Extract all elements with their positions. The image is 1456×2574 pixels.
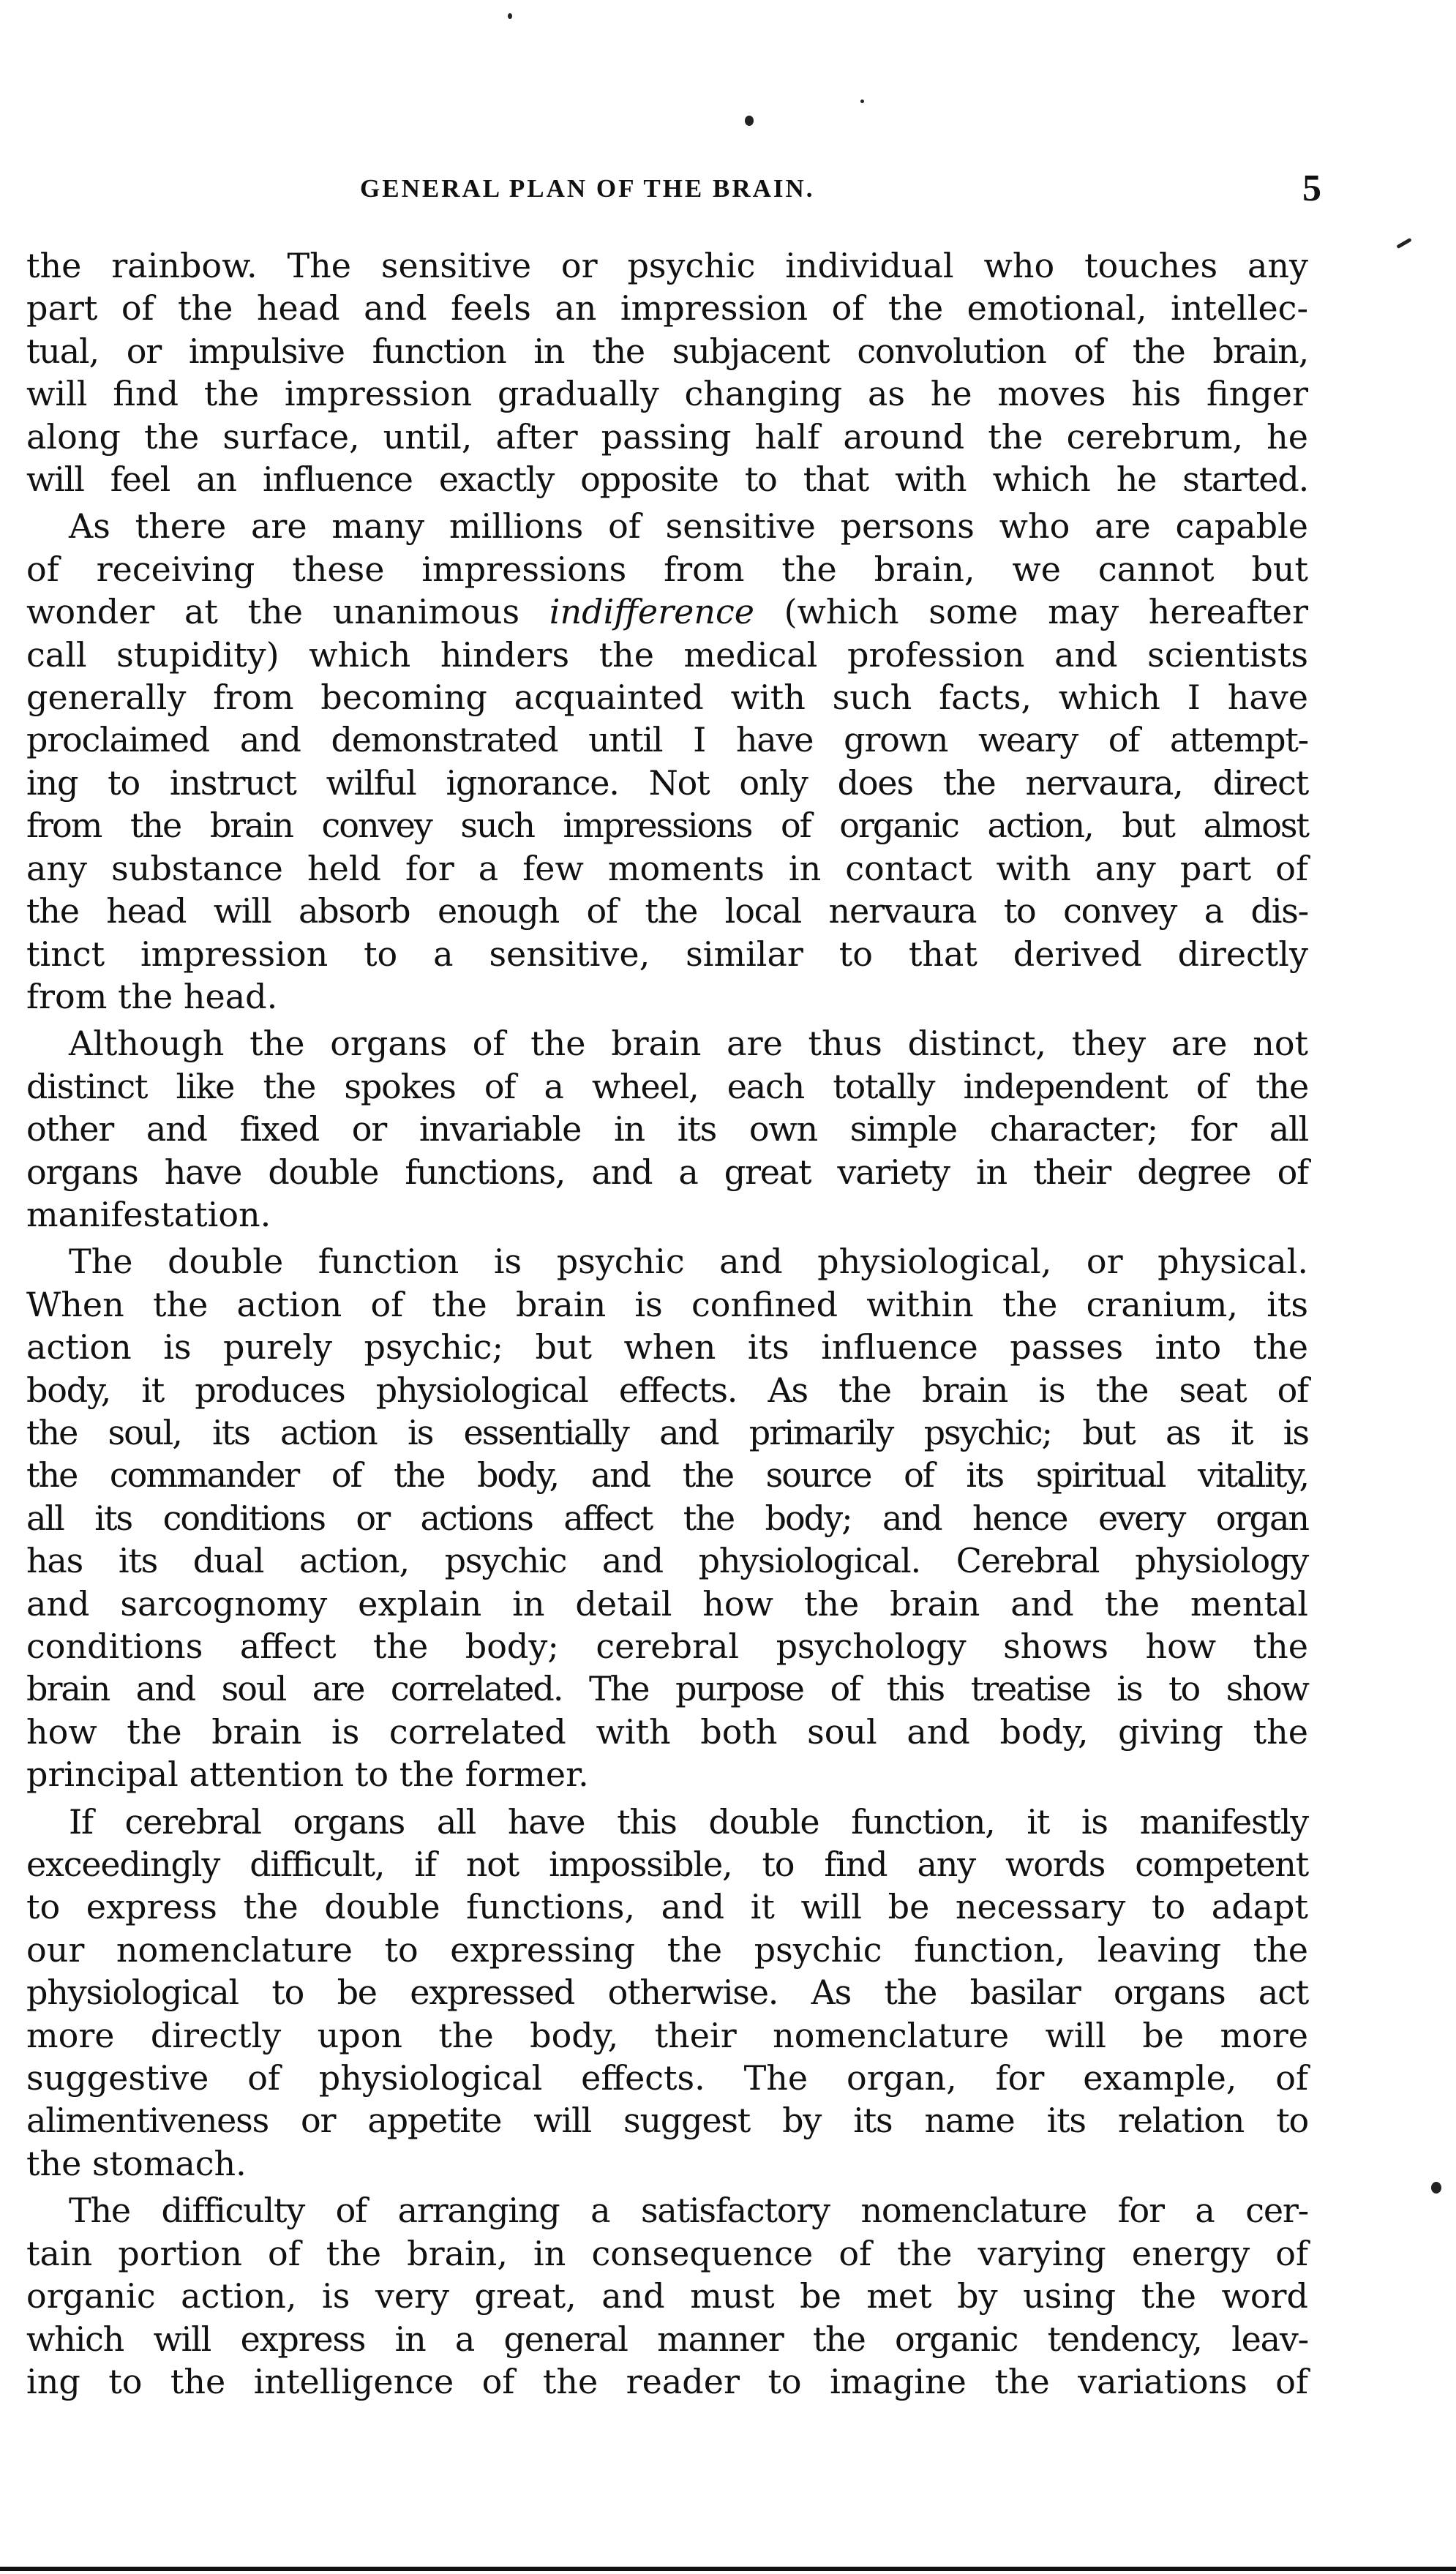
paragraph	[26, 244, 1308, 500]
text-line: part of the head and feels an impression of the emotional, intellec-	[26, 288, 1308, 329]
text-line: of receiving these impressions from the brain, we cannot but	[26, 549, 1308, 589]
paragraph	[26, 2189, 1308, 2403]
text-line: tinct impression to a sensitive, similar to that derived directly	[26, 934, 1308, 974]
text-line: As there are many millions of sensitive persons who are capable	[69, 506, 1308, 547]
text-line: suggestive of physiological effects. The organ, for example, of	[26, 2058, 1308, 2098]
page-bottom-edge	[0, 2567, 1456, 2571]
scan-speck	[745, 116, 754, 126]
page-number: 5	[1302, 168, 1321, 209]
text-line: body, it produces physiological effects. As the brain is the seat of	[26, 1370, 1308, 1410]
text-line: tual, or impulsive function in the subjacent convolution of the brain,	[26, 331, 1308, 371]
text-line: brain and soul are correlated. The purpose of this treatise is to show	[26, 1669, 1308, 1709]
text-line: ing to instruct wilful ignorance. Not only does the nervaura, direct	[26, 762, 1308, 803]
text-line: all its conditions or actions affect the body; and hence every organ	[26, 1498, 1308, 1538]
paragraph	[26, 505, 1308, 1018]
text-line: and sarcognomy explain in detail how the brain and the mental	[26, 1583, 1308, 1624]
text-line: other and fixed or invariable in its own simple character; for all	[26, 1109, 1308, 1149]
text-line: physiological to be expressed otherwise. As the basilar organs act	[26, 1973, 1308, 2013]
text-line: will feel an influence exactly opposite to that with which he started.	[26, 459, 1308, 500]
text-line: conditions affect the body; cerebral psychology shows how the	[26, 1626, 1308, 1666]
text-line: alimentiveness or appetite will suggest by its name its relation to	[26, 2101, 1308, 2141]
text-line: any substance held for a few moments in contact with any part of	[26, 848, 1308, 888]
text-line: principal attention to the former.	[26, 1755, 589, 1795]
text-line: The difficulty of arranging a satisfactory nomenclature for a cer-	[69, 2191, 1308, 2231]
italic-word: indifference	[549, 592, 754, 632]
text-fragment: wonder at the unanimous	[26, 592, 549, 632]
text-line: If cerebral organs all have this double function, it is manifestly	[69, 1801, 1308, 1842]
text-line: from the head.	[26, 976, 278, 1016]
text-line: the commander of the body, and the source of its spiritual vitality,	[26, 1455, 1308, 1496]
running-title: GENERAL PLAN OF THE BRAIN.	[360, 174, 815, 203]
text-line: the soul, its action is essentially and primarily psychic; but as it is	[26, 1412, 1308, 1452]
text-line: has its dual action, psychic and physiological. Cerebral physiology	[26, 1541, 1308, 1581]
text-line: the stomach.	[26, 2143, 247, 2183]
text-line: will find the impression gradually changing as he moves his finger	[26, 374, 1308, 414]
text-line: from the brain convey such impressions of organic action, but almost	[26, 806, 1308, 846]
scan-speck	[1431, 2182, 1441, 2194]
text-line: exceedingly difficult, if not impossible, to find any words competent	[26, 1845, 1308, 1885]
text-line: When the action of the brain is confined within the cranium, its	[26, 1284, 1308, 1324]
running-head	[26, 167, 1321, 211]
text-line: call stupidity) which hinders the medical profession and scientists	[26, 634, 1308, 675]
text-line: proclaimed and demonstrated until I have grown weary of attempt-	[26, 720, 1308, 760]
paragraph	[26, 1801, 1308, 2185]
paragraph	[26, 1022, 1308, 1236]
body-text	[26, 244, 1308, 2407]
text-line: the head will absorb enough of the local nervaura to convey a dis-	[26, 891, 1308, 931]
scan-speck	[1396, 238, 1412, 249]
text-line: the rainbow. The sensitive or psychic individual who touches any	[26, 246, 1308, 285]
text-line: more directly upon the body, their nomenclature will be more	[26, 2015, 1308, 2055]
scan-speck	[508, 13, 512, 19]
text-line: our nomenclature to expressing the psychic function, leaving the	[26, 1929, 1308, 1970]
text-line: ing to the intelligence of the reader to imagine the variations of	[26, 2361, 1308, 2401]
text-line: along the surface, until, after passing half around the cerebrum, he	[26, 416, 1308, 457]
text-line: organs have double functions, and a great variety in their degree of	[26, 1152, 1308, 1192]
text-line: action is purely psychic; but when its influence passes into the	[26, 1327, 1308, 1367]
text-line: to express the double functions, and it will be necessary to adapt	[26, 1887, 1308, 1927]
text-line: The double function is psychic and physiological, or physical.	[69, 1242, 1308, 1282]
text-line: Although the organs of the brain are thus distinct, they are not	[69, 1024, 1308, 1064]
text-line: which will express in a general manner the organic tendency, leav-	[26, 2319, 1308, 2359]
scan-speck	[860, 100, 864, 103]
paragraph	[26, 1240, 1308, 1796]
text-line: distinct like the spokes of a wheel, each totally independent of the	[26, 1066, 1308, 1106]
text-fragment: (which some may hereafter	[754, 592, 1308, 632]
text-line: how the brain is correlated with both soul and body, giving the	[26, 1711, 1308, 1752]
text-line: manifestation.	[26, 1194, 271, 1234]
text-line: tain portion of the brain, in consequence of the varying energy of	[26, 2233, 1308, 2273]
text-line: organic action, is very great, and must be met by using the word	[26, 2276, 1308, 2316]
text-line: generally from becoming acquainted with such facts, which I have	[26, 678, 1308, 718]
text-line	[26, 590, 1308, 633]
